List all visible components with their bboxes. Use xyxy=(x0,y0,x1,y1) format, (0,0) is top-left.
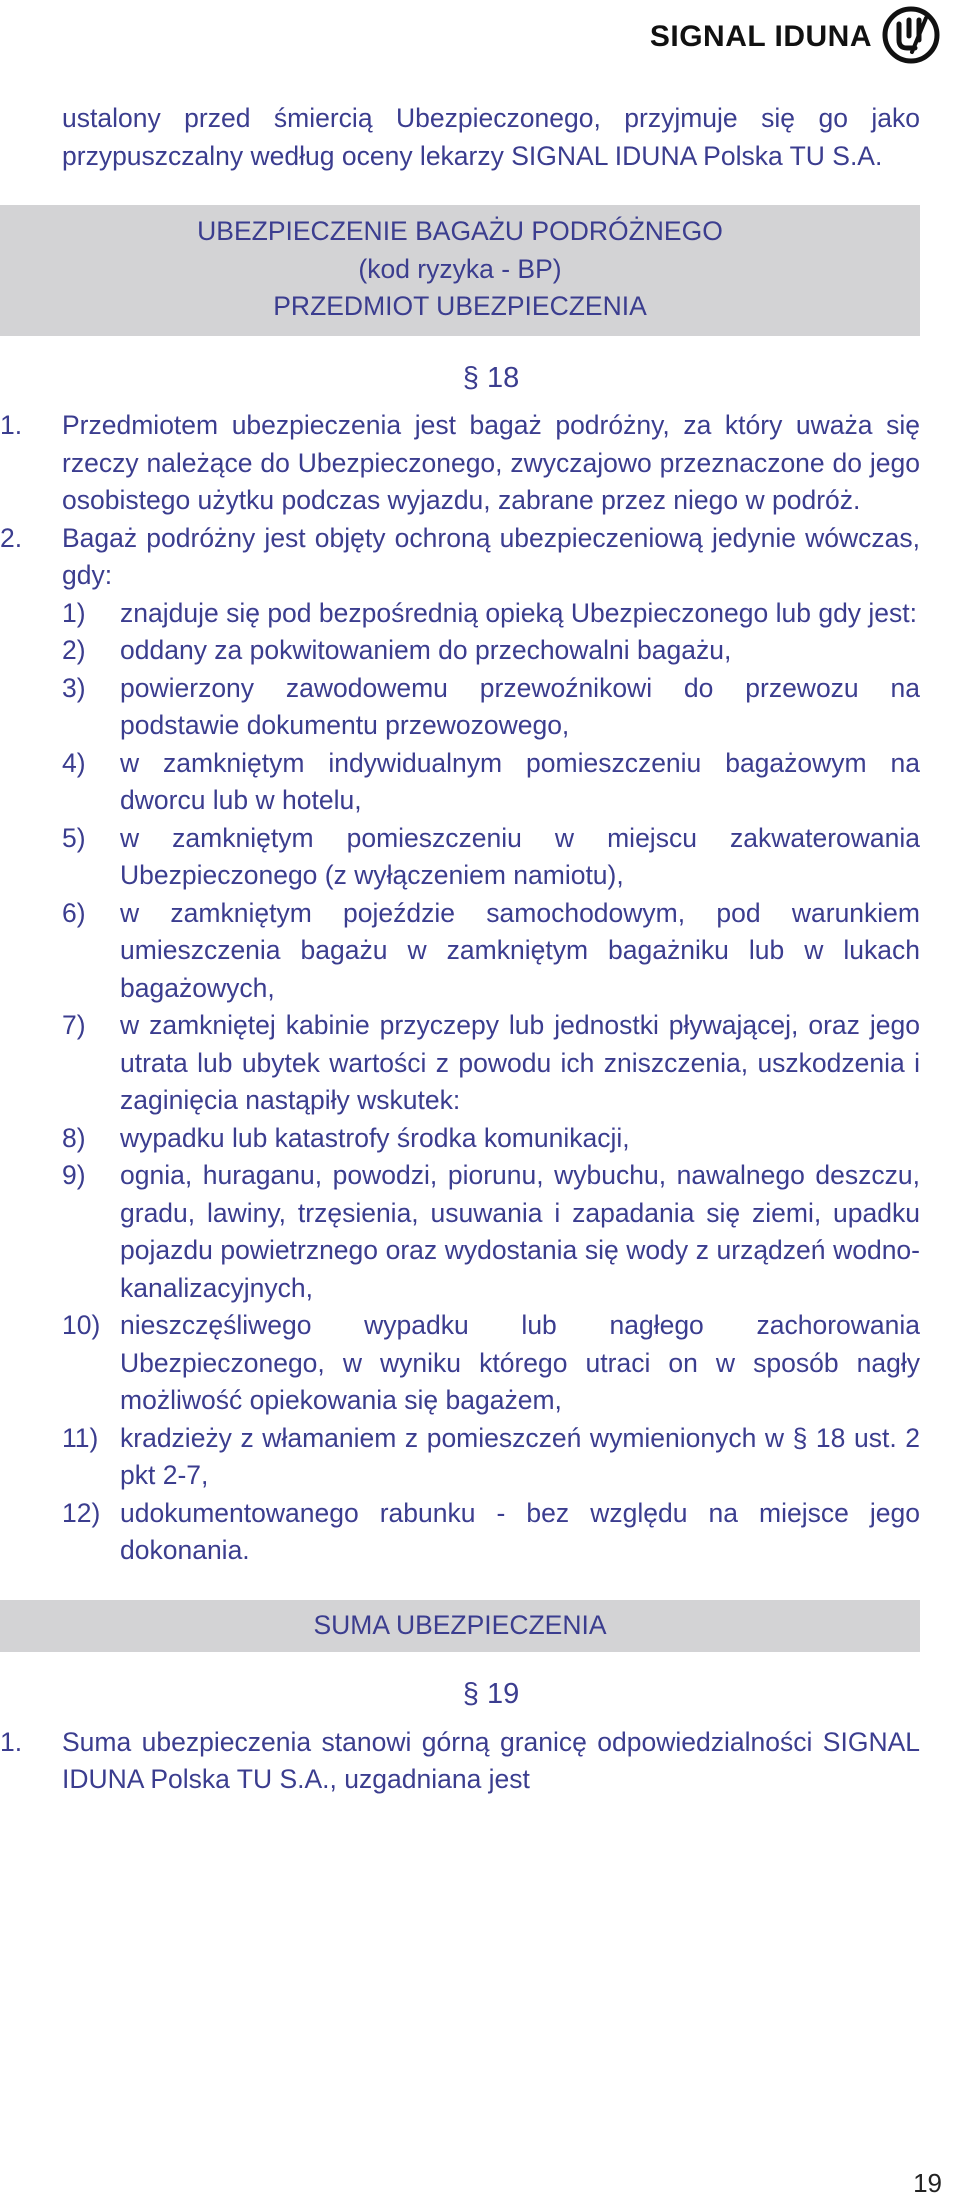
numbered-point xyxy=(0,407,920,520)
item-text: kradzieży z włamaniem z pomieszczeń wymienionych w § 18 ust. 2 pkt 2-7, xyxy=(120,1422,920,1490)
intro-text: ustalony przed śmiercią Ubezpieczonego, przyjmuje się go jako przypuszczalny według oceny lekarzy SIGNAL IDUNA Polska TU S.A. xyxy=(62,103,920,171)
item-number: 4) xyxy=(62,747,86,778)
paragraph-heading: § 18 xyxy=(462,361,520,394)
signal-iduna-logo-icon xyxy=(882,6,940,64)
section-banner: SUMA UBEZPIECZENIA xyxy=(0,1600,920,1653)
banner-line-1: UBEZPIECZENIE BAGAŻU PODRÓŻNEGO xyxy=(197,216,723,246)
list-item xyxy=(62,632,920,670)
paragraph-heading: § 19 xyxy=(462,1678,520,1710)
item-number: 11) xyxy=(62,1422,99,1453)
item-number: 2) xyxy=(62,635,86,665)
list-item xyxy=(62,1420,920,1495)
item-text: w zamkniętym pojeździe samochodowym, pod warunkiem umieszczenia bagażu w zamkniętym bagażniku lub w lukach bagażowych, xyxy=(120,897,920,1003)
item-text: w zamkniętym pomieszczeniu w miejscu zakwaterowania Ubezpieczonego (z wyłączeniem namiotu), xyxy=(120,822,920,890)
item-text: ognia, huraganu, powodzi, piorunu, wybuchu, nawalnego deszczu, gradu, lawiny, trzęsienia, usuwania i zapadania się ziemi, upadku pojazdu powietrznego oraz wydostania się wody z urządzeń wodno-kanalizacyjnych, xyxy=(120,1160,920,1303)
list-item xyxy=(62,820,920,895)
banner-line-3: PRZEDMIOT UBEZPIECZENIA xyxy=(273,291,647,321)
list-item xyxy=(62,1120,920,1158)
item-text: w zamkniętym indywidualnym pomieszczeniu bagażowym na dworcu lub w hotelu, xyxy=(120,747,920,815)
item-text: znajduje się pod bezpośrednią opieką Ubezpieczonego lub gdy jest: xyxy=(120,597,918,628)
document-body xyxy=(0,100,920,1799)
page-number: 19 xyxy=(913,2168,942,2198)
item-number: 9) xyxy=(62,1160,86,1190)
list-item xyxy=(62,1157,920,1307)
point-text: Suma ubezpieczenia stanowi górną granicę odpowiedzialności SIGNAL IDUNA Polska TU S.A., uzgadniana jest xyxy=(62,1726,920,1794)
item-text: oddany za pokwitowaniem do przechowalni bagażu, xyxy=(120,635,732,665)
point-text: Bagaż podróżny jest objęty ochroną ubezpieczeniową jedynie wówczas, gdy: xyxy=(62,522,920,590)
item-text: udokumentowanego rabunku - bez względu na miejsce jego dokonania. xyxy=(120,1497,920,1565)
item-number: 5) xyxy=(62,822,86,853)
item-text: nieszczęśliwego wypadku lub nagłego zachorowania Ubezpieczonego, w wyniku którego utraci on w sposób nagły możliwość opiekowania się bagażem, xyxy=(120,1310,920,1415)
list-item xyxy=(62,1307,920,1420)
list-item xyxy=(62,895,920,1008)
list-item xyxy=(62,1007,920,1120)
list-item xyxy=(62,1495,920,1570)
point-number: 2. xyxy=(0,522,23,553)
list-item xyxy=(62,595,920,633)
numbered-point xyxy=(0,520,920,595)
item-number: 10) xyxy=(62,1310,101,1340)
item-number: 3) xyxy=(62,672,86,703)
item-text: wypadku lub katastrofy środka komunikacji, xyxy=(120,1122,630,1153)
item-number: 7) xyxy=(62,1010,86,1040)
numbered-point xyxy=(0,1724,920,1799)
list-item xyxy=(62,745,920,820)
item-number: 12) xyxy=(62,1497,101,1528)
section-banner xyxy=(0,205,920,336)
banner-line-2: (kod ryzyka - BP) xyxy=(358,253,562,284)
point-number: 1. xyxy=(0,1726,23,1757)
item-text: powierzony zawodowemu przewoźnikowi do przewozu na podstawie dokumentu przewozowego, xyxy=(120,672,920,740)
brand-name: SIGNAL IDUNA xyxy=(649,20,872,53)
item-number: 8) xyxy=(62,1122,86,1153)
page-header xyxy=(0,0,960,80)
item-number: 6) xyxy=(62,897,86,928)
point-number: 1. xyxy=(0,410,23,440)
item-text: w zamkniętej kabinie przyczepy lub jednostki pływającej, oraz jego utrata lub ubytek wartości z powodu ich zniszczenia, uszkodzenia i zaginięcia nastąpiły wskutek: xyxy=(120,1010,920,1115)
list-item xyxy=(62,670,920,745)
point-text: Przedmiotem ubezpieczenia jest bagaż podróżny, za który uważa się rzeczy należące do Ubezpieczonego, zwyczajowo przeznaczone do jego osobistego użytku podczas wyjazdu, zabrane przez niego w podróż. xyxy=(62,410,920,515)
item-number: 1) xyxy=(62,597,86,628)
